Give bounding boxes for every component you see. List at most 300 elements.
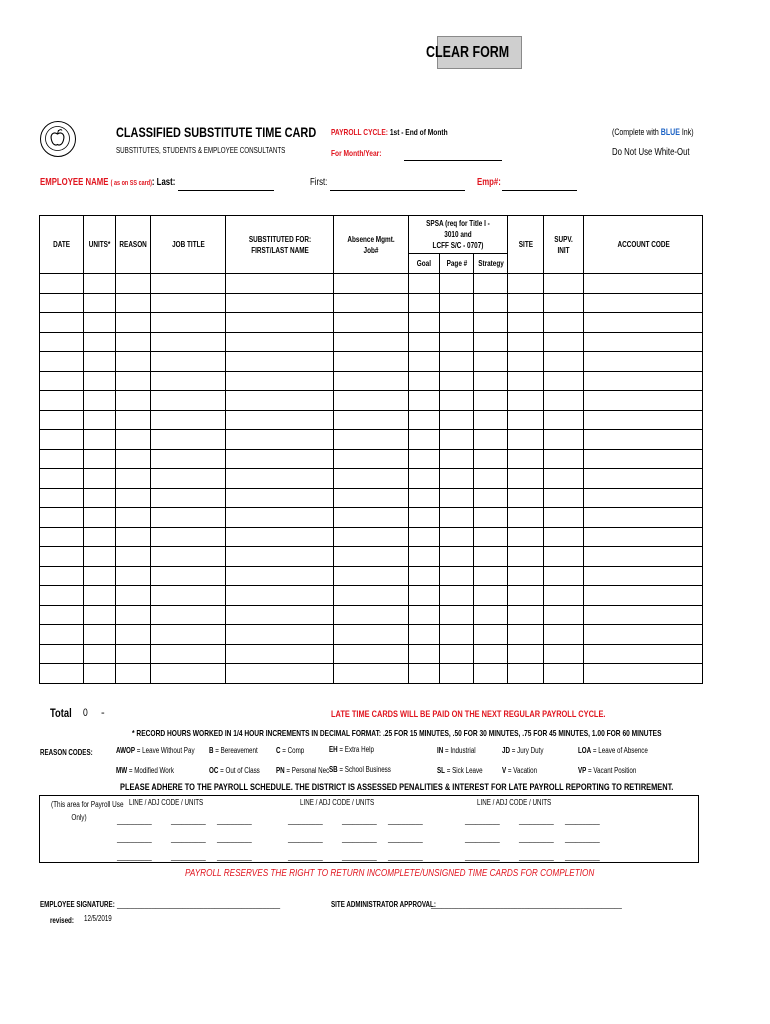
table-cell[interactable]	[409, 332, 440, 352]
table-cell[interactable]	[40, 605, 84, 625]
table-cell[interactable]	[409, 527, 440, 547]
table-cell[interactable]	[84, 527, 116, 547]
table-cell[interactable]	[440, 664, 474, 684]
table-cell[interactable]	[409, 625, 440, 645]
payroll-cycle: PAYROLL CYCLE: 1st - End of Month	[331, 127, 448, 137]
table-cell[interactable]	[584, 488, 703, 508]
table-cell[interactable]	[440, 332, 474, 352]
reason-code-item: AWOP = Leave Without Pay	[116, 746, 195, 755]
table-cell[interactable]	[440, 547, 474, 567]
table-cell[interactable]	[474, 293, 508, 313]
table-cell[interactable]	[226, 508, 334, 528]
table-cell[interactable]	[334, 410, 409, 430]
total-dash: -	[101, 707, 105, 719]
table-cell[interactable]	[544, 508, 584, 528]
table-cell[interactable]	[474, 625, 508, 645]
table-cell[interactable]	[584, 449, 703, 469]
table-cell[interactable]	[409, 605, 440, 625]
payroll-blank-field[interactable]: __________	[465, 816, 500, 825]
table-cell[interactable]	[440, 566, 474, 586]
table-cell[interactable]	[40, 449, 84, 469]
payroll-blank-field[interactable]: __________	[565, 852, 600, 861]
table-cell[interactable]	[116, 449, 151, 469]
table-cell[interactable]	[226, 293, 334, 313]
employee-signature-field[interactable]: _______________________________________________	[117, 900, 281, 909]
table-cell[interactable]	[584, 371, 703, 391]
first-name-field[interactable]	[330, 190, 465, 191]
table-cell[interactable]	[440, 430, 474, 450]
reason-code-item: B = Bereavement	[209, 746, 258, 755]
table-cell[interactable]	[84, 391, 116, 411]
table-cell[interactable]	[409, 644, 440, 664]
table-cell[interactable]	[40, 508, 84, 528]
table-cell[interactable]	[151, 410, 226, 430]
table-cell[interactable]	[226, 664, 334, 684]
table-cell[interactable]	[508, 313, 544, 333]
table-cell[interactable]	[151, 644, 226, 664]
table-cell[interactable]	[474, 313, 508, 333]
table-cell[interactable]	[584, 547, 703, 567]
table-row	[40, 313, 703, 333]
table-cell[interactable]	[151, 625, 226, 645]
total-label: Total	[50, 706, 72, 720]
table-cell[interactable]	[116, 313, 151, 333]
table-cell[interactable]	[226, 644, 334, 664]
table-cell[interactable]	[226, 527, 334, 547]
table-cell[interactable]	[334, 293, 409, 313]
clear-form-button[interactable]: CLEAR FORM	[437, 36, 522, 69]
table-cell[interactable]	[508, 371, 544, 391]
table-cell[interactable]	[151, 274, 226, 294]
table-cell[interactable]	[584, 644, 703, 664]
admin-approval-field[interactable]: _______________________________________________________	[431, 900, 622, 909]
payroll-blank-field[interactable]: __________	[388, 816, 423, 825]
table-cell[interactable]	[84, 274, 116, 294]
table-cell[interactable]	[226, 605, 334, 625]
table-cell[interactable]	[508, 566, 544, 586]
table-cell[interactable]	[474, 332, 508, 352]
table-cell[interactable]	[226, 371, 334, 391]
table-cell[interactable]	[584, 313, 703, 333]
table-cell[interactable]	[474, 469, 508, 489]
table-cell[interactable]	[508, 469, 544, 489]
table-cell[interactable]	[544, 332, 584, 352]
table-cell[interactable]	[544, 430, 584, 450]
table-cell[interactable]	[508, 586, 544, 606]
table-cell[interactable]	[116, 547, 151, 567]
table-row	[40, 547, 703, 567]
table-cell[interactable]	[116, 488, 151, 508]
table-cell[interactable]	[584, 508, 703, 528]
table-cell[interactable]	[440, 293, 474, 313]
table-cell[interactable]	[584, 469, 703, 489]
table-cell[interactable]	[84, 449, 116, 469]
table-cell[interactable]	[584, 664, 703, 684]
table-cell[interactable]	[409, 566, 440, 586]
table-cell[interactable]	[544, 547, 584, 567]
table-cell[interactable]	[116, 352, 151, 372]
table-cell[interactable]	[334, 664, 409, 684]
table-cell[interactable]	[151, 293, 226, 313]
table-cell[interactable]	[474, 488, 508, 508]
table-cell[interactable]	[409, 313, 440, 333]
table-cell[interactable]	[440, 644, 474, 664]
table-cell[interactable]	[508, 449, 544, 469]
table-cell[interactable]	[84, 469, 116, 489]
table-cell[interactable]	[84, 566, 116, 586]
table-cell[interactable]	[440, 449, 474, 469]
table-cell[interactable]	[84, 625, 116, 645]
table-cell[interactable]	[544, 644, 584, 664]
payroll-blank-field[interactable]: __________	[288, 816, 323, 825]
table-cell[interactable]	[116, 527, 151, 547]
table-cell[interactable]	[584, 566, 703, 586]
table-cell[interactable]	[508, 352, 544, 372]
payroll-blank-field[interactable]: __________	[342, 816, 377, 825]
table-cell[interactable]	[226, 586, 334, 606]
table-cell[interactable]	[584, 625, 703, 645]
reason-codes-label: REASON CODES:	[40, 748, 93, 757]
payroll-blank-field[interactable]: __________	[117, 834, 152, 843]
payroll-blank-field[interactable]: __________	[217, 852, 252, 861]
table-cell[interactable]	[334, 449, 409, 469]
table-cell[interactable]	[226, 566, 334, 586]
table-cell[interactable]	[544, 410, 584, 430]
payroll-blank-field[interactable]: __________	[465, 852, 500, 861]
table-cell[interactable]	[151, 313, 226, 333]
table-cell[interactable]	[40, 410, 84, 430]
table-cell[interactable]	[508, 293, 544, 313]
table-cell[interactable]	[226, 332, 334, 352]
payroll-blank-field[interactable]: __________	[217, 816, 252, 825]
table-cell[interactable]	[116, 410, 151, 430]
table-cell[interactable]	[84, 371, 116, 391]
payroll-blank-field[interactable]: __________	[171, 834, 206, 843]
table-cell[interactable]	[508, 274, 544, 294]
table-cell[interactable]	[544, 293, 584, 313]
table-cell[interactable]	[544, 449, 584, 469]
table-cell[interactable]	[584, 274, 703, 294]
table-cell[interactable]	[151, 371, 226, 391]
table-cell[interactable]	[440, 508, 474, 528]
table-cell[interactable]	[40, 371, 84, 391]
table-cell[interactable]	[474, 352, 508, 372]
table-cell[interactable]	[440, 410, 474, 430]
table-cell[interactable]	[226, 430, 334, 450]
table-cell[interactable]	[116, 586, 151, 606]
table-cell[interactable]	[440, 586, 474, 606]
table-cell[interactable]	[334, 488, 409, 508]
table-cell[interactable]	[116, 371, 151, 391]
month-year-field[interactable]	[404, 160, 502, 161]
table-cell[interactable]	[40, 352, 84, 372]
payroll-blank-field[interactable]: __________	[288, 834, 323, 843]
table-cell[interactable]	[334, 332, 409, 352]
table-cell[interactable]	[226, 547, 334, 567]
table-cell[interactable]	[474, 664, 508, 684]
table-cell[interactable]	[84, 508, 116, 528]
table-cell[interactable]	[440, 527, 474, 547]
last-name-field[interactable]	[178, 190, 274, 191]
table-cell[interactable]	[334, 527, 409, 547]
emp-number-field[interactable]	[502, 190, 577, 191]
table-row	[40, 352, 703, 372]
table-cell[interactable]	[544, 391, 584, 411]
table-cell[interactable]	[474, 566, 508, 586]
table-cell[interactable]	[116, 293, 151, 313]
table-cell[interactable]	[40, 644, 84, 664]
table-cell[interactable]	[334, 469, 409, 489]
payroll-blank-field[interactable]: __________	[519, 834, 554, 843]
table-cell[interactable]	[474, 391, 508, 411]
table-cell[interactable]	[584, 332, 703, 352]
table-cell[interactable]	[440, 469, 474, 489]
table-cell[interactable]	[226, 274, 334, 294]
payroll-blank-field[interactable]: __________	[342, 834, 377, 843]
table-cell[interactable]	[334, 566, 409, 586]
table-cell[interactable]	[544, 469, 584, 489]
table-cell[interactable]	[544, 371, 584, 391]
table-cell[interactable]	[474, 371, 508, 391]
table-cell[interactable]	[151, 469, 226, 489]
payroll-blank-field[interactable]: __________	[217, 834, 252, 843]
table-cell[interactable]	[440, 313, 474, 333]
table-cell[interactable]	[151, 430, 226, 450]
table-cell[interactable]	[84, 332, 116, 352]
table-cell[interactable]	[334, 371, 409, 391]
table-cell[interactable]	[226, 410, 334, 430]
table-cell[interactable]	[116, 391, 151, 411]
payroll-blank-field[interactable]: __________	[171, 852, 206, 861]
table-cell[interactable]	[584, 605, 703, 625]
col-goal: Goal	[409, 254, 440, 274]
table-cell[interactable]	[584, 410, 703, 430]
table-cell[interactable]	[584, 430, 703, 450]
table-cell[interactable]	[40, 488, 84, 508]
table-cell[interactable]	[226, 488, 334, 508]
table-cell[interactable]	[508, 547, 544, 567]
table-cell[interactable]	[226, 391, 334, 411]
table-cell[interactable]	[544, 664, 584, 684]
table-cell[interactable]	[440, 488, 474, 508]
payroll-col-header: LINE / ADJ CODE / UNITS	[300, 798, 375, 807]
table-cell[interactable]	[334, 644, 409, 664]
table-cell[interactable]	[334, 352, 409, 372]
table-cell[interactable]	[544, 586, 584, 606]
payroll-blank-field[interactable]: __________	[519, 816, 554, 825]
table-cell[interactable]	[116, 664, 151, 684]
table-cell[interactable]	[226, 352, 334, 372]
payroll-blank-field[interactable]: __________	[342, 852, 377, 861]
table-cell[interactable]	[409, 274, 440, 294]
table-cell[interactable]	[409, 430, 440, 450]
payroll-blank-field[interactable]: __________	[117, 852, 152, 861]
table-cell[interactable]	[440, 625, 474, 645]
table-cell[interactable]	[151, 391, 226, 411]
table-cell[interactable]	[508, 488, 544, 508]
table-cell[interactable]	[584, 586, 703, 606]
table-cell[interactable]	[440, 274, 474, 294]
table-cell[interactable]	[409, 469, 440, 489]
table-cell[interactable]	[334, 391, 409, 411]
table-cell[interactable]	[334, 586, 409, 606]
table-cell[interactable]	[584, 527, 703, 547]
table-cell[interactable]	[84, 586, 116, 606]
table-cell[interactable]	[440, 371, 474, 391]
table-cell[interactable]	[508, 430, 544, 450]
table-cell[interactable]	[544, 605, 584, 625]
table-cell[interactable]	[84, 488, 116, 508]
table-cell[interactable]	[474, 527, 508, 547]
table-cell[interactable]	[440, 391, 474, 411]
table-cell[interactable]	[40, 313, 84, 333]
table-cell[interactable]	[116, 469, 151, 489]
table-cell[interactable]	[226, 449, 334, 469]
table-cell[interactable]	[474, 410, 508, 430]
table-cell[interactable]	[334, 274, 409, 294]
table-cell[interactable]	[84, 605, 116, 625]
table-cell[interactable]	[474, 644, 508, 664]
table-cell[interactable]	[151, 586, 226, 606]
table-cell[interactable]	[40, 430, 84, 450]
table-cell[interactable]	[226, 313, 334, 333]
table-cell[interactable]	[544, 527, 584, 547]
table-cell[interactable]	[508, 664, 544, 684]
table-cell[interactable]	[508, 644, 544, 664]
table-cell[interactable]	[474, 547, 508, 567]
table-cell[interactable]	[334, 625, 409, 645]
table-cell[interactable]	[151, 449, 226, 469]
payroll-blank-field[interactable]: __________	[388, 834, 423, 843]
table-cell[interactable]	[334, 605, 409, 625]
table-cell[interactable]	[151, 566, 226, 586]
table-cell[interactable]	[151, 508, 226, 528]
table-cell[interactable]	[508, 508, 544, 528]
payroll-blank-field[interactable]: __________	[565, 834, 600, 843]
table-cell[interactable]	[409, 488, 440, 508]
table-cell[interactable]	[84, 352, 116, 372]
table-cell[interactable]	[84, 664, 116, 684]
table-cell[interactable]	[544, 625, 584, 645]
table-cell[interactable]	[544, 352, 584, 372]
table-cell[interactable]	[409, 352, 440, 372]
table-cell[interactable]	[84, 410, 116, 430]
table-cell[interactable]	[116, 566, 151, 586]
table-cell[interactable]	[544, 313, 584, 333]
table-cell[interactable]	[544, 566, 584, 586]
payroll-blank-field[interactable]: __________	[288, 852, 323, 861]
table-cell[interactable]	[544, 488, 584, 508]
table-cell[interactable]	[40, 664, 84, 684]
table-cell[interactable]	[151, 332, 226, 352]
table-cell[interactable]	[440, 605, 474, 625]
table-cell[interactable]	[84, 293, 116, 313]
table-cell[interactable]	[226, 625, 334, 645]
payroll-blank-field[interactable]: __________	[388, 852, 423, 861]
table-cell[interactable]	[151, 527, 226, 547]
table-cell[interactable]	[84, 644, 116, 664]
table-cell[interactable]	[116, 625, 151, 645]
table-cell[interactable]	[474, 508, 508, 528]
table-cell[interactable]	[508, 625, 544, 645]
table-cell[interactable]	[544, 274, 584, 294]
table-cell[interactable]	[40, 332, 84, 352]
table-cell[interactable]	[474, 449, 508, 469]
table-cell[interactable]	[40, 391, 84, 411]
table-cell[interactable]	[474, 586, 508, 606]
table-cell[interactable]	[409, 547, 440, 567]
table-cell[interactable]	[40, 586, 84, 606]
table-cell[interactable]	[116, 274, 151, 294]
table-cell[interactable]	[409, 586, 440, 606]
table-cell[interactable]	[226, 469, 334, 489]
table-cell[interactable]	[40, 469, 84, 489]
table-cell[interactable]	[584, 352, 703, 372]
table-cell[interactable]	[116, 605, 151, 625]
table-cell[interactable]	[116, 430, 151, 450]
table-cell[interactable]	[116, 508, 151, 528]
table-cell[interactable]	[40, 293, 84, 313]
table-cell[interactable]	[40, 527, 84, 547]
table-cell[interactable]	[334, 547, 409, 567]
payroll-blank-field[interactable]: __________	[565, 816, 600, 825]
table-cell[interactable]	[40, 625, 84, 645]
table-cell[interactable]	[409, 449, 440, 469]
table-cell[interactable]	[334, 430, 409, 450]
table-cell[interactable]	[584, 391, 703, 411]
table-cell[interactable]	[409, 293, 440, 313]
table-cell[interactable]	[409, 664, 440, 684]
table-cell[interactable]	[151, 352, 226, 372]
payroll-blank-field[interactable]: __________	[117, 816, 152, 825]
table-cell[interactable]	[474, 430, 508, 450]
table-cell[interactable]	[84, 430, 116, 450]
table-cell[interactable]	[508, 410, 544, 430]
table-cell[interactable]	[584, 293, 703, 313]
payroll-blank-field[interactable]: __________	[465, 834, 500, 843]
table-cell[interactable]	[40, 274, 84, 294]
table-cell[interactable]	[40, 566, 84, 586]
table-cell[interactable]	[409, 508, 440, 528]
table-cell[interactable]	[40, 547, 84, 567]
table-cell[interactable]	[409, 410, 440, 430]
table-cell[interactable]	[334, 313, 409, 333]
table-cell[interactable]	[116, 644, 151, 664]
table-cell[interactable]	[440, 352, 474, 372]
table-cell[interactable]	[84, 313, 116, 333]
table-cell[interactable]	[474, 274, 508, 294]
table-cell[interactable]	[409, 371, 440, 391]
table-cell[interactable]	[151, 664, 226, 684]
table-cell[interactable]	[508, 332, 544, 352]
table-cell[interactable]	[474, 605, 508, 625]
table-cell[interactable]	[334, 508, 409, 528]
table-cell[interactable]	[151, 488, 226, 508]
table-cell[interactable]	[151, 547, 226, 567]
table-cell[interactable]	[409, 391, 440, 411]
payroll-blank-field[interactable]: __________	[171, 816, 206, 825]
table-cell[interactable]	[508, 391, 544, 411]
table-cell[interactable]	[84, 547, 116, 567]
payroll-use-label: (This area for Payroll Use Only)	[51, 800, 124, 822]
payroll-blank-field[interactable]: __________	[519, 852, 554, 861]
late-notice: LATE TIME CARDS WILL BE PAID ON THE NEXT REGULAR PAYROLL CYCLE.	[331, 709, 606, 720]
table-cell[interactable]	[508, 527, 544, 547]
table-cell[interactable]	[508, 605, 544, 625]
table-cell[interactable]	[116, 332, 151, 352]
table-cell[interactable]	[151, 605, 226, 625]
payroll-schedule-note: PLEASE ADHERE TO THE PAYROLL SCHEDULE. THE DISTRICT IS ASSESSED PENALITIES & INTEREST FOR LATE PAYROLL REPORTING TO RETIREMENT.	[120, 782, 674, 793]
